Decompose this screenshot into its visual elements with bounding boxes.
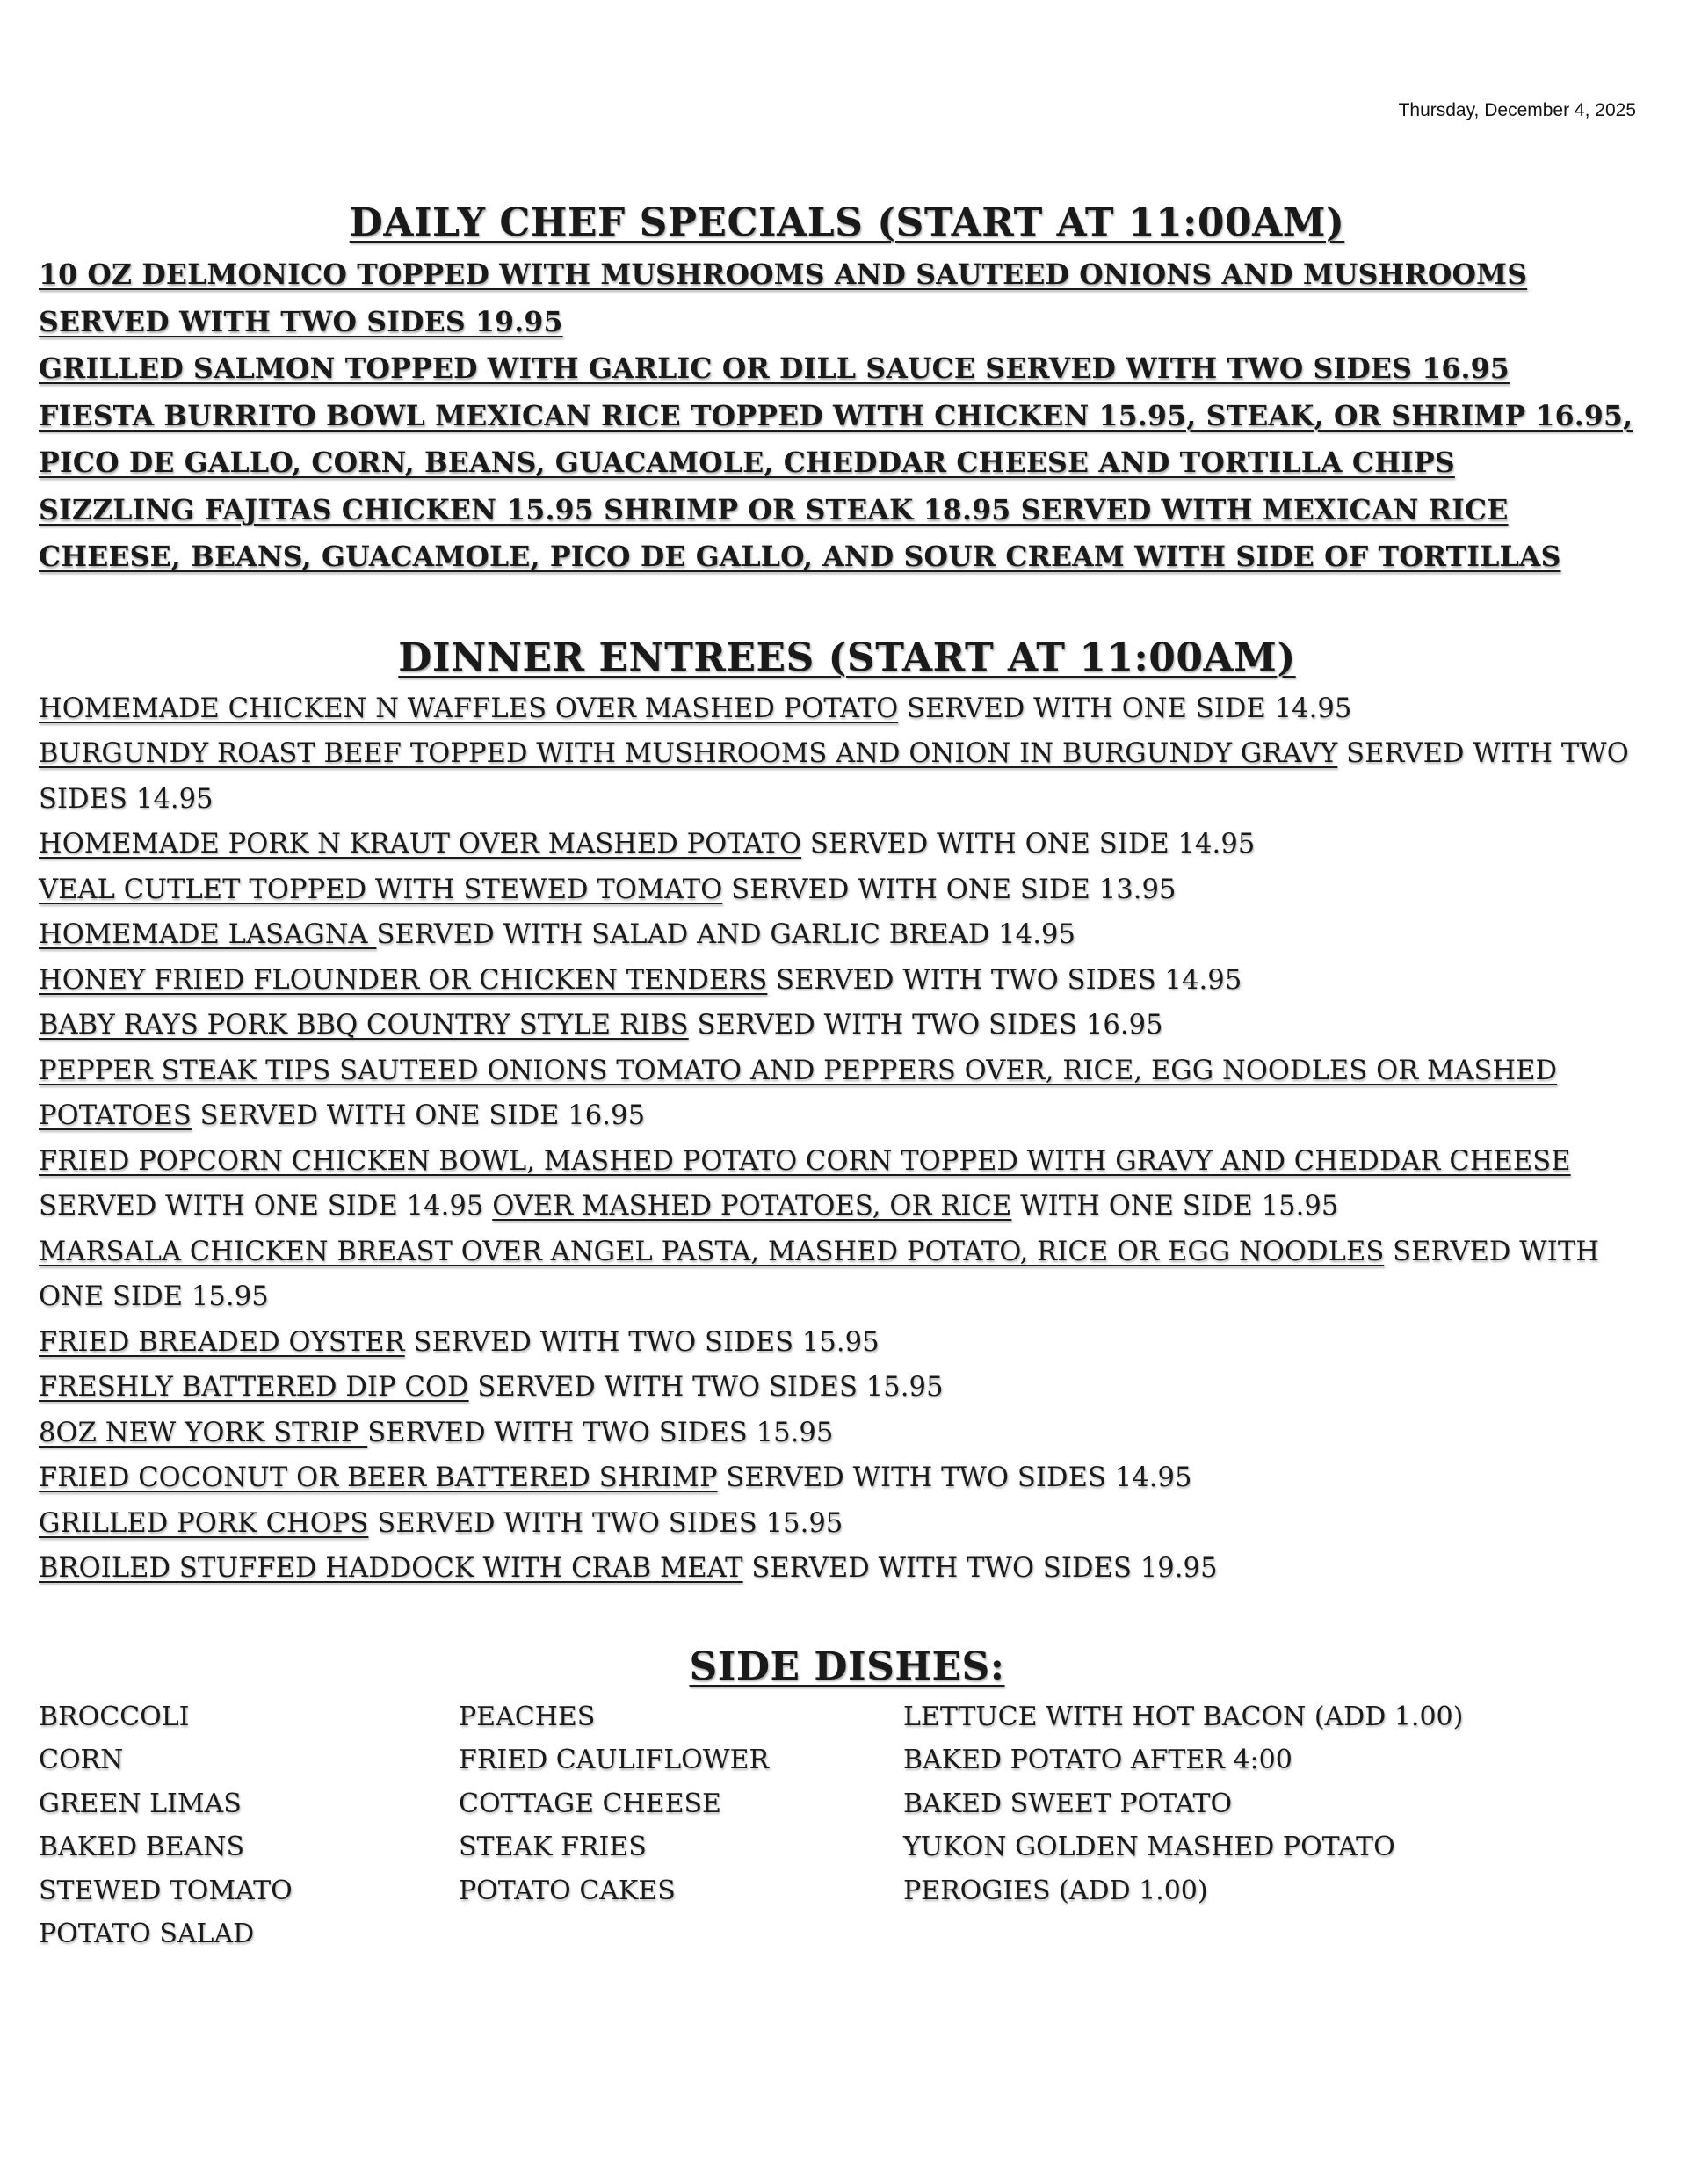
side-item: STEAK FRIES	[459, 1832, 647, 1862]
entree-detail: SERVED WITH ONE SIDE 15.95	[39, 1236, 1600, 1312]
side-item: CORN	[39, 1745, 124, 1775]
entree-item	[39, 1411, 1655, 1456]
side-item: GREEN LIMAS	[39, 1788, 242, 1819]
side-item: BAKED POTATO AFTER 4:00	[903, 1745, 1292, 1775]
entree-detail: SERVED WITH TWO SIDES 19.95	[742, 1553, 1218, 1584]
entree-detail: SERVED WITH TWO SIDES 15.95	[404, 1326, 880, 1358]
special-item: GRILLED SALMON TOPPED WITH GARLIC OR DILL SAUCE SERVED WITH TWO SIDES 16.95	[39, 352, 1510, 385]
entree-name: FRIED BREADED OYSTER	[39, 1326, 405, 1358]
entree-item	[39, 1501, 1655, 1547]
entree-item	[39, 1048, 1655, 1139]
entree-item	[39, 958, 1655, 1004]
menu-date: Thursday, December 4, 2025	[1398, 100, 1636, 120]
side-item: COTTAGE CHEESE	[459, 1788, 721, 1819]
entree-detail: SERVED WITH TWO SIDES 16.95	[688, 1010, 1163, 1041]
entree-detail: SERVED WITH TWO SIDES 15.95	[468, 1372, 944, 1403]
entree-item	[39, 822, 1655, 867]
sides-title: SIDE DISHES:	[689, 1643, 1005, 1689]
entree-name: HOMEMADE LASAGNA	[39, 919, 377, 950]
entree-name: 8OZ NEW YORK STRIP	[39, 1417, 368, 1448]
entree-detail: SERVED WITH SALAD AND GARLIC BREAD 14.95	[376, 919, 1075, 950]
sides-column-1	[39, 1695, 293, 1956]
entree-detail: SERVED WITH TWO SIDES 15.95	[368, 1507, 844, 1539]
entree-name: HONEY FRIED FLOUNDER OR CHICKEN TENDERS	[39, 964, 768, 996]
entree-detail: SERVED WITH TWO SIDES 15.95	[367, 1417, 834, 1448]
entree-name: HOMEMADE CHICKEN N WAFFLES OVER MASHED POTATO	[39, 693, 899, 724]
entree-item	[39, 867, 1655, 913]
entrees-title: DINNER ENTREES (START AT 11:00AM)	[398, 635, 1296, 680]
entree-name: HOMEMADE PORK N KRAUT OVER MASHED POTATO	[39, 829, 802, 860]
entree-name: MARSALA CHICKEN BREAST OVER ANGEL PASTA, MASHED POTATO, RICE OR EGG NOODLES	[39, 1236, 1385, 1267]
entree-name: FRESHLY BATTERED DIP COD	[39, 1372, 469, 1403]
entree-item	[39, 1455, 1655, 1501]
entree-name: FRIED POPCORN CHICKEN BOWL, MASHED POTATO CORN TOPPED WITH GRAVY AND CHEDDAR CHEESE	[39, 1145, 1571, 1177]
entree-name: GRILLED PORK CHOPS	[39, 1507, 369, 1539]
entree-item	[39, 1003, 1655, 1048]
entree-item	[39, 1320, 1655, 1366]
entrees-list	[39, 686, 1655, 1592]
entree-name: BURGUNDY ROAST BEEF TOPPED WITH MUSHROOMS AND ONION IN BURGUNDY GRAVY	[39, 738, 1338, 769]
entree-item	[39, 686, 1655, 732]
special-item: 10 OZ DELMONICO TOPPED WITH MUSHROOMS AND SAUTEED ONIONS AND MUSHROOMS SERVED WITH TWO SIDES 19.95	[39, 258, 1528, 338]
entree-detail: SERVED WITH TWO SIDES 14.95	[767, 964, 1242, 996]
entree-detail: SERVED WITH TWO SIDES 14.95	[39, 738, 1629, 815]
entree-name: VEAL CUTLET TOPPED WITH STEWED TOMATO	[39, 874, 723, 905]
side-item: YUKON GOLDEN MASHED POTATO	[903, 1832, 1395, 1862]
side-item: STEWED TOMATO	[39, 1875, 293, 1906]
entree-detail: SERVED WITH ONE SIDE 14.95	[801, 829, 1256, 860]
entree-name: FRIED COCONUT OR BEER BATTERED SHRIMP	[39, 1462, 718, 1493]
sides-section	[39, 1639, 1655, 1959]
entree-item	[39, 1546, 1655, 1592]
side-item: PEROGIES (ADD 1.00)	[903, 1875, 1208, 1906]
entree-item	[39, 912, 1655, 958]
entree-item	[39, 1230, 1655, 1320]
entree-detail: SERVED WITH ONE SIDE 13.95	[722, 874, 1177, 905]
specials-section	[39, 195, 1655, 581]
menu-body	[39, 195, 1655, 1959]
side-item: LETTUCE WITH HOT BACON (ADD 1.00)	[903, 1701, 1464, 1732]
side-item: BAKED BEANS	[39, 1832, 245, 1862]
entree-name: BABY RAYS PORK BBQ COUNTRY STYLE RIBS	[39, 1010, 689, 1041]
specials-title: DAILY CHEF SPECIALS (START AT 11:00AM)	[349, 200, 1345, 245]
side-item: POTATO CAKES	[459, 1875, 676, 1906]
entrees-section	[39, 630, 1655, 1592]
specials-list	[39, 251, 1655, 581]
entree-name: BROILED STUFFED HADDOCK WITH CRAB MEAT	[39, 1553, 743, 1584]
entree-detail: SERVED WITH ONE SIDE 14.95	[898, 693, 1352, 724]
entree-name: PEPPER STEAK TIPS SAUTEED ONIONS TOMATO AND PEPPERS OVER, RICE, EGG NOODLES OR MASHED POTATOES	[39, 1055, 1558, 1131]
side-item: BROCCOLI	[39, 1701, 190, 1732]
special-item: SIZZLING FAJITAS CHICKEN 15.95 SHRIMP OR STEAK 18.95 SERVED WITH MEXICAN RICE CHEESE, BEANS, GUACAMOLE, PICO DE GALLO, AND SOUR CREAM WITH SIDE OF TORTILLAS	[39, 493, 1561, 573]
entree-detail: SERVED WITH ONE SIDE 14.95	[39, 1191, 493, 1222]
side-item: PEACHES	[459, 1701, 596, 1732]
entree-item	[39, 1139, 1655, 1230]
sides-column-2	[459, 1695, 769, 1913]
sides-column-3	[903, 1695, 1463, 1913]
entree-detail: SERVED WITH TWO SIDES 14.95	[717, 1462, 1192, 1493]
special-item: FIESTA BURRITO BOWL MEXICAN RICE TOPPED WITH CHICKEN 15.95, STEAK, OR SHRIMP 16.95, PICO DE GALLO, CORN, BEANS, GUACAMOLE, CHEDDAR CHEESE AND TORTILLA CHIPS	[39, 399, 1633, 479]
entree-detail: SERVED WITH ONE SIDE 16.95	[191, 1100, 646, 1131]
entree-item	[39, 1365, 1655, 1411]
side-item: FRIED CAULIFLOWER	[459, 1745, 770, 1775]
entree-detail-alt: WITH ONE SIDE 15.95	[1011, 1191, 1339, 1222]
sides-grid	[39, 1695, 1655, 1959]
side-item: BAKED SWEET POTATO	[903, 1788, 1233, 1819]
entree-name-alt: OVER MASHED POTATOES, OR RICE	[492, 1191, 1012, 1222]
entree-item	[39, 731, 1655, 822]
side-item: POTATO SALAD	[39, 1919, 255, 1949]
